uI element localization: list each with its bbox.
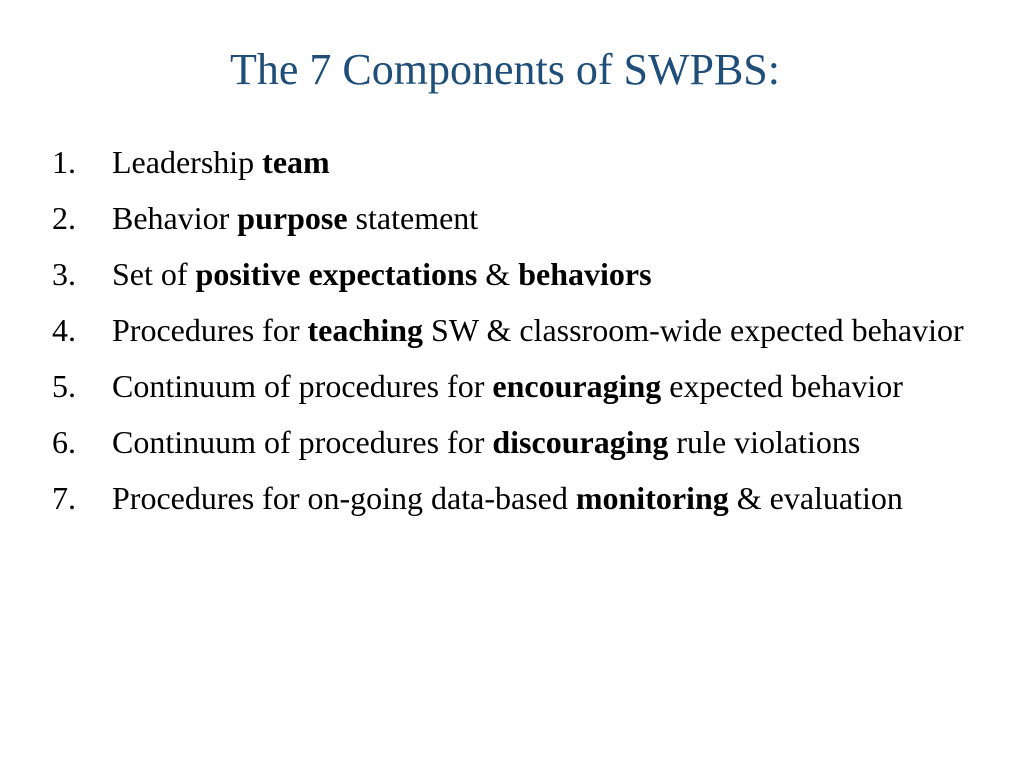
item-number: 1. xyxy=(52,144,76,180)
item-text-segment: Set of xyxy=(112,256,196,292)
item-number: 7. xyxy=(52,480,76,516)
item-text-emphasis: behaviors xyxy=(518,256,652,292)
list-item xyxy=(52,306,972,354)
item-text-segment: statement xyxy=(347,200,479,236)
list-item xyxy=(52,138,972,186)
item-text-segment: & xyxy=(477,256,519,292)
item-text-segment: SW & classroom-wide expected behavior xyxy=(423,312,964,348)
item-text-segment: Continuum of procedures for xyxy=(112,368,493,404)
item-text-emphasis: monitoring xyxy=(575,480,729,516)
list-item xyxy=(52,362,972,410)
list-item xyxy=(52,250,972,298)
item-text-emphasis: discouraging xyxy=(492,424,669,460)
slide-title: The 7 Components of SWPBS: xyxy=(229,45,781,94)
list-item xyxy=(52,194,972,242)
item-number: 3. xyxy=(52,256,76,292)
item-text-emphasis: positive expectations xyxy=(195,256,478,292)
list-item xyxy=(52,474,972,522)
item-text-emphasis: teaching xyxy=(307,312,424,348)
item-number: 4. xyxy=(52,312,76,348)
item-text-segment: Procedures for on-going data-based xyxy=(112,480,576,516)
list-item xyxy=(52,418,972,466)
item-text-emphasis: encouraging xyxy=(492,368,662,404)
item-text xyxy=(112,312,964,348)
item-text-segment: Leadership xyxy=(112,144,263,180)
item-text xyxy=(112,368,903,404)
item-text-segment: & evaluation xyxy=(728,480,903,516)
item-text-segment: Procedures for xyxy=(112,312,308,348)
item-text xyxy=(112,480,903,516)
item-text xyxy=(112,256,652,292)
item-text-segment: rule violations xyxy=(668,424,861,460)
item-text xyxy=(112,144,330,180)
item-number: 6. xyxy=(52,424,76,460)
item-number: 5. xyxy=(52,368,76,404)
item-text-segment: Continuum of procedures for xyxy=(112,424,493,460)
item-text-segment: Behavior xyxy=(112,200,238,236)
item-text-emphasis: purpose xyxy=(237,200,348,236)
item-number: 2. xyxy=(52,200,76,236)
item-text xyxy=(112,424,860,460)
item-text xyxy=(112,200,478,236)
item-text-segment: expected behavior xyxy=(661,368,903,404)
component-list xyxy=(52,138,972,530)
item-text-emphasis: team xyxy=(262,144,330,180)
